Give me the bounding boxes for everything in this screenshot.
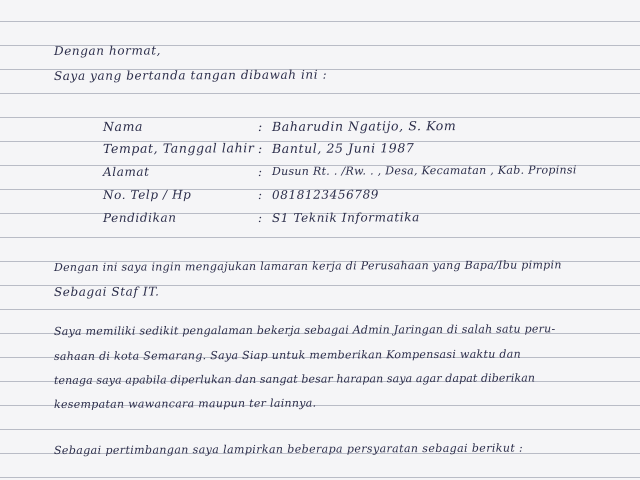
paragraph2-line: sahaan di kota Semarang. Saya Siap untuk memberikan Kompensasi waktu dan bbox=[53, 347, 522, 363]
detail-value-address: Dusun Rt. . /Rw. . , Desa, Kecamatan , Kab. Propinsi bbox=[271, 163, 577, 179]
paragraph2-line: tenaga saya apabila diperlukan dan sangat besar harapan saya agar dapat diberikan bbox=[53, 371, 536, 387]
detail-colon: : bbox=[257, 164, 263, 179]
paragraph1-line: Sebagai Staf IT. bbox=[53, 284, 160, 299]
paragraph1-line: Dengan ini saya ingin mengajukan lamaran kerja di Perusahaan yang Bapa/Ibu pimpin bbox=[53, 258, 562, 274]
intro-line: Saya yang bertanda tangan dibawah ini : bbox=[53, 67, 328, 83]
greeting-line: Dengan hormat, bbox=[53, 43, 162, 58]
detail-value-education: S1 Teknik Informatika bbox=[271, 210, 420, 225]
detail-colon: : bbox=[257, 140, 263, 156]
detail-label-name: Nama bbox=[102, 118, 144, 134]
detail-colon: : bbox=[257, 210, 263, 225]
detail-value-phone: 0818123456789 bbox=[271, 187, 380, 202]
detail-label-education: Pendidikan bbox=[102, 210, 177, 225]
paragraph3-line: Sebagai pertimbangan saya lampirkan beberapa persyaratan sebagai berikut : bbox=[53, 441, 524, 457]
detail-colon: : bbox=[257, 187, 263, 202]
detail-label-birth: Tempat, Tanggal lahir bbox=[102, 140, 255, 156]
paragraph2-line: Saya memiliki sedikit pengalaman bekerja sebagai Admin Jaringan di salah satu peru- bbox=[53, 322, 556, 338]
detail-label-phone: No. Telp / Hp bbox=[102, 187, 192, 202]
detail-value-birth: Bantul, 25 Juni 1987 bbox=[271, 140, 415, 156]
detail-colon: : bbox=[257, 118, 263, 134]
detail-label-address: Alamat bbox=[102, 164, 150, 179]
paragraph2-line: kesempatan wawancara maupun ter lainnya. bbox=[53, 396, 317, 411]
detail-value-name: Baharudin Ngatijo, S. Kom bbox=[271, 118, 457, 134]
